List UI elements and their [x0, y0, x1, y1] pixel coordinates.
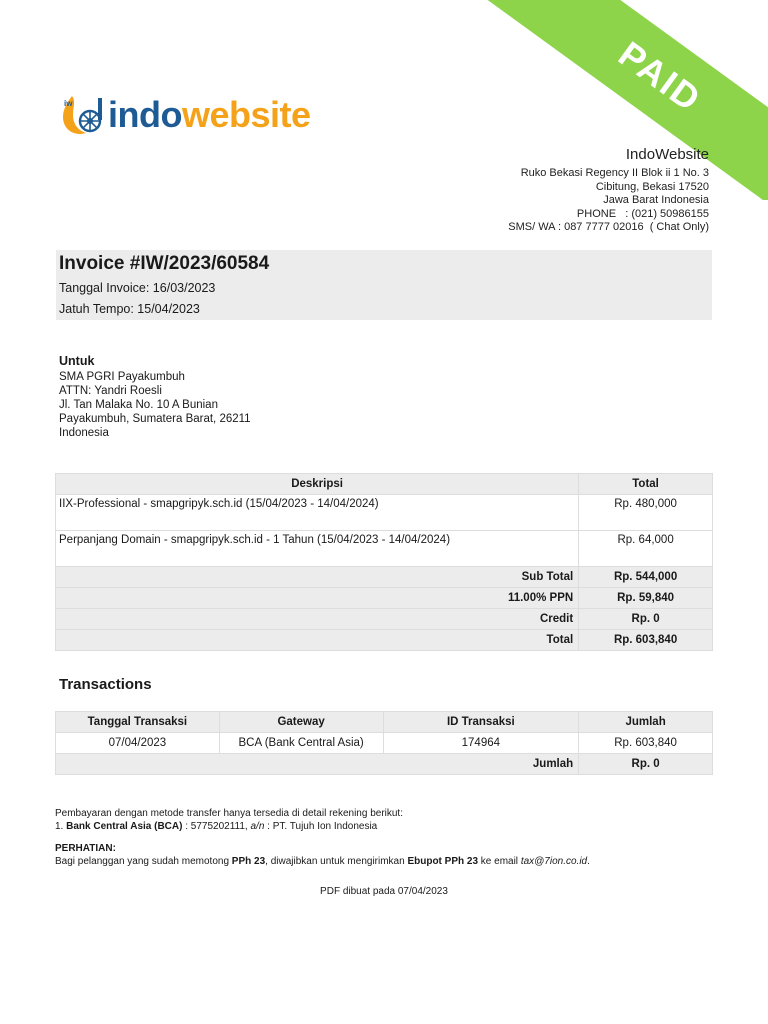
item-total: Rp. 480,000 — [579, 495, 713, 531]
summary-label: Credit — [56, 609, 579, 630]
recipient-line: Indonesia — [59, 427, 109, 439]
recipient-heading: Untuk — [59, 354, 95, 368]
summary-value: Rp. 0 — [579, 609, 713, 630]
tax-ebupot: Ebupot PPh 23 — [407, 856, 479, 867]
transaction-amount: Rp. 603,840 — [579, 733, 713, 754]
transactions-table — [55, 711, 713, 775]
summary-row-subtotal — [56, 567, 713, 588]
recipient-line: Jl. Tan Malaka No. 10 A Bunian — [59, 399, 218, 411]
logo-badge: iw — [64, 99, 73, 108]
transactions-balance-row — [56, 754, 713, 775]
invoice-date: Tanggal Invoice: 16/03/2023 — [59, 281, 216, 295]
summary-row-credit — [56, 609, 713, 630]
table-row — [56, 531, 713, 567]
summary-value: Rp. 59,840 — [579, 588, 713, 609]
bank-prefix: 1. — [55, 821, 67, 832]
summary-row-tax — [56, 588, 713, 609]
balance-value: Rp. 0 — [579, 754, 713, 775]
bank-holder: : PT. Tujuh Ion Indonesia — [264, 821, 378, 832]
table-header-row — [56, 712, 713, 733]
tax-pph: PPh 23 — [231, 856, 266, 867]
tax-email-link[interactable]: tax@7ion.co.id — [520, 856, 588, 867]
company-name: IndoWebsite — [625, 146, 709, 163]
recipient-line: SMA PGRI Payakumbuh — [59, 371, 185, 383]
table-row — [56, 495, 713, 531]
summary-row-total — [56, 630, 713, 651]
item-total: Rp. 64,000 — [579, 531, 713, 567]
column-header-date: Tanggal Transaksi — [56, 712, 220, 733]
invoice-due-date: Jatuh Tempo: 15/04/2023 — [59, 302, 200, 316]
column-header-transaction-id: ID Transaksi — [383, 712, 579, 733]
company-logo — [62, 94, 311, 136]
payment-notes — [55, 807, 590, 868]
company-phone: PHONE : (021) 50986155 — [576, 207, 709, 220]
item-description: Perpanjang Domain - smapgripyk.sch.id - 1 Tahun (15/04/2023 - 14/04/2024) — [56, 531, 579, 567]
logo-droplet-icon — [62, 94, 106, 136]
company-address-line: Ruko Bekasi Regency II Blok ii 1 No. 3 — [520, 167, 709, 179]
table-header-row — [56, 474, 713, 495]
logo-text-indo: indo — [108, 94, 182, 135]
attention-heading — [55, 842, 590, 855]
bank-account-line — [55, 820, 590, 833]
balance-label: Jumlah — [56, 754, 579, 775]
bank-account-number: : 5775202111, — [182, 821, 251, 832]
item-description: IIX-Professional - smapgripyk.sch.id (15/04/2023 - 14/04/2024) — [56, 495, 579, 531]
column-header-amount: Jumlah — [579, 712, 713, 733]
recipient-line: ATTN: Yandri Roesli — [59, 385, 162, 397]
bank-an: a/n — [250, 821, 265, 832]
summary-value: Rp. 544,000 — [579, 567, 713, 588]
invoice-header-box — [56, 250, 712, 320]
transaction-date: 07/04/2023 — [56, 733, 220, 754]
summary-label: 11.00% PPN — [56, 588, 579, 609]
attention-label: PERHATIAN: — [55, 843, 116, 854]
company-address-line: Jawa Barat Indonesia — [603, 194, 709, 207]
company-address-line: Cibitung, Bekasi 17520 — [595, 180, 709, 193]
column-header-gateway: Gateway — [219, 712, 383, 733]
transactions-heading: Transactions — [59, 676, 152, 693]
company-address-block — [508, 146, 709, 235]
tax-text: ke email — [478, 856, 521, 867]
table-row — [56, 733, 713, 754]
invoice-items-table — [55, 473, 713, 651]
tax-notice — [55, 855, 590, 868]
summary-label: Total — [56, 630, 579, 651]
tax-text: , diwajibkan untuk mengirimkan — [265, 856, 408, 867]
paid-label: PAID — [611, 33, 710, 121]
tax-text: . — [587, 856, 590, 867]
company-sms-wa: SMS/ WA : 087 7777 02016 ( Chat Only) — [508, 221, 709, 234]
invoice-title: Invoice #IW/2023/60584 — [59, 253, 270, 274]
tax-text: Bagi pelanggan yang sudah memotong — [55, 856, 232, 867]
recipient-block — [59, 354, 251, 440]
transaction-gateway: BCA (Bank Central Asia) — [219, 733, 383, 754]
bank-name: Bank Central Asia (BCA) — [66, 821, 183, 832]
logo-text-website: website — [181, 94, 311, 135]
column-header-total: Total — [579, 474, 713, 495]
summary-value: Rp. 603,840 — [579, 630, 713, 651]
recipient-line: Payakumbuh, Sumatera Barat, 26211 — [59, 413, 251, 425]
summary-label: Sub Total — [56, 567, 579, 588]
payment-intro: Pembayaran dengan metode transfer hanya tersedia di detail rekening berikut: — [55, 808, 403, 819]
column-header-description: Deskripsi — [56, 474, 579, 495]
transaction-id: 174964 — [383, 733, 579, 754]
pdf-generated-footer: PDF dibuat pada 07/04/2023 — [320, 886, 448, 897]
